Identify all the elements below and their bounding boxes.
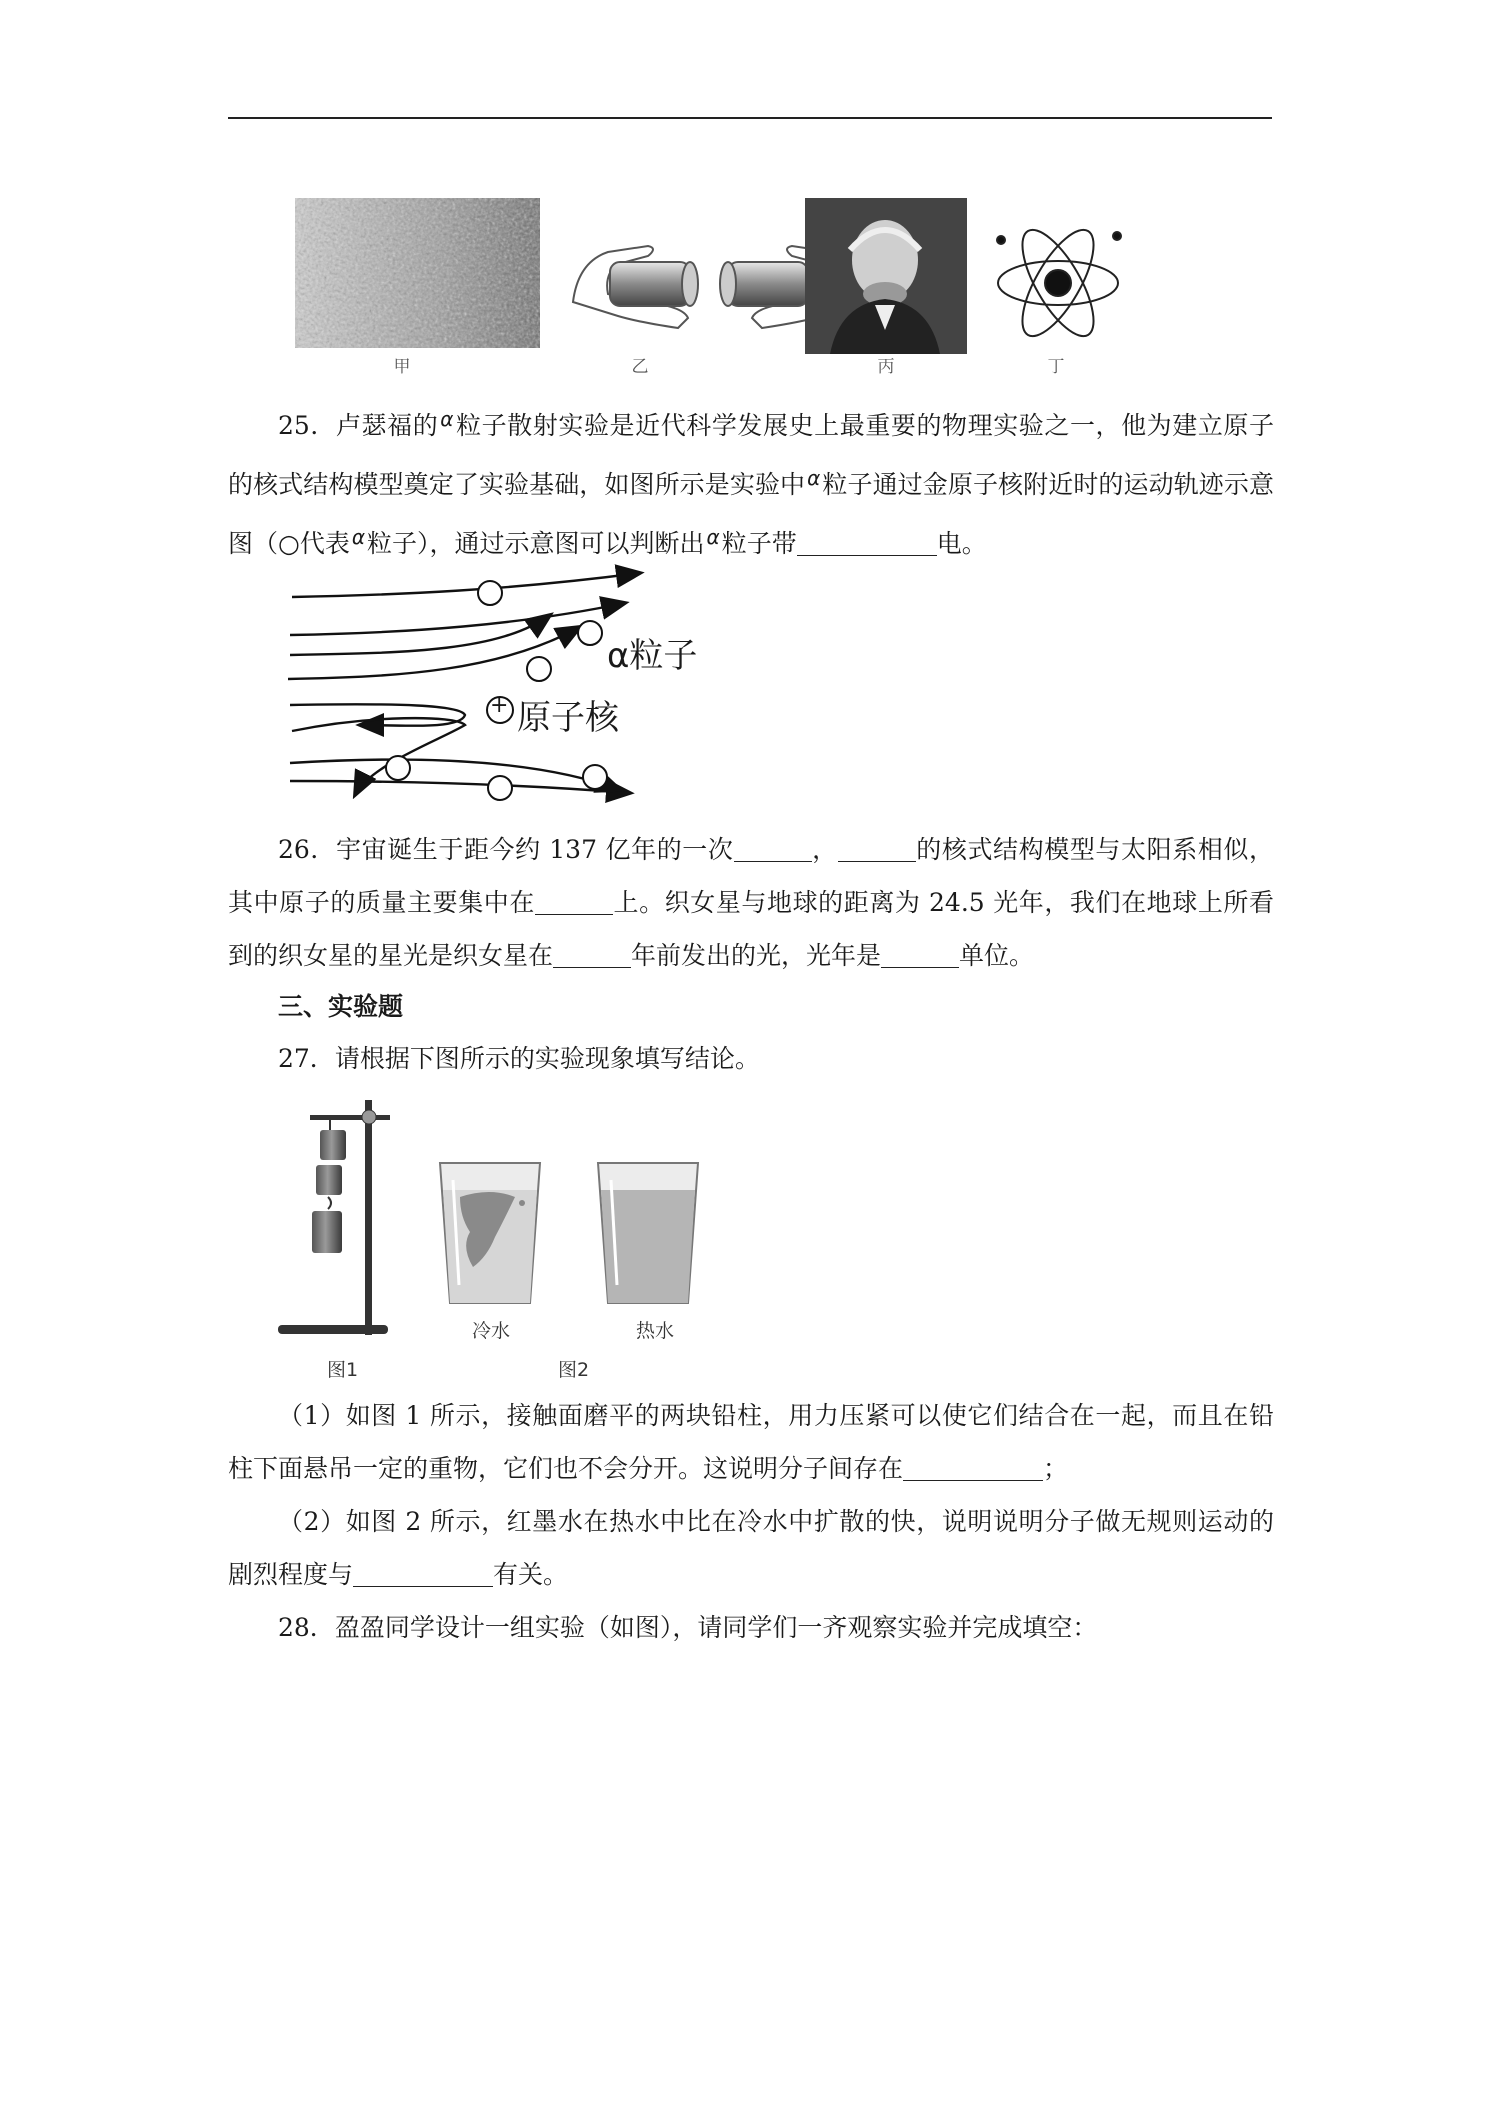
- q27-part-1-end: ；: [1043, 1454, 1069, 1483]
- q28-number: 28．: [278, 1613, 335, 1642]
- question-25: [228, 393, 1274, 570]
- answer-blank[interactable]: [353, 1560, 493, 1587]
- caption-jia: 甲: [393, 357, 411, 377]
- alpha-particle-circle: [488, 776, 512, 800]
- alpha-symbol: α: [351, 525, 366, 549]
- q27-part-1-text: （1）如图 1 所示，接触面磨平的两块铅柱，用力压紧可以使它们结合在一起，而且在铅柱下面悬吊一定的重物，它们也不会分开。这说明分子间存在: [228, 1401, 1274, 1483]
- alpha-particle-circle: [583, 765, 607, 789]
- caption-ding: 丁: [1047, 357, 1065, 377]
- answer-blank[interactable]: [797, 529, 937, 556]
- cold-water-beaker: [440, 1163, 540, 1303]
- q26-number: 26．: [278, 835, 336, 864]
- q25-text-e: 粒子带: [721, 529, 797, 558]
- q26-text: 宇宙诞生于距今约 137 亿年的一次: [336, 835, 734, 864]
- nucleus-plus-sign: +: [490, 693, 509, 718]
- figure-2-label: 图2: [558, 1359, 590, 1381]
- q26-text: 单位。: [959, 941, 1035, 970]
- answer-blank[interactable]: [535, 888, 613, 915]
- q27-part-2: [228, 1495, 1274, 1601]
- q26-text: 年前发出的光，光年是: [631, 941, 882, 970]
- q26-text: 上。织女星与地球的距离为 24.5 光年，我们在地球上所看到的织女星的星光是织女星在: [228, 888, 1274, 970]
- hot-water-beaker: [598, 1163, 698, 1303]
- alpha-particle-circle: [478, 581, 502, 605]
- alpha-symbol: α: [706, 525, 720, 549]
- atom-model-diagram: [997, 220, 1121, 346]
- answer-blank[interactable]: [903, 1454, 1043, 1481]
- q25-text-a: 卢瑟福的: [335, 411, 439, 440]
- question-26: [228, 823, 1274, 982]
- caption-bing: 丙: [877, 357, 895, 377]
- question-28: [228, 1601, 1274, 1654]
- alpha-particle-circle: [527, 657, 551, 681]
- q27-part-2-end: 有关。: [493, 1560, 569, 1589]
- answer-blank[interactable]: [881, 941, 959, 968]
- alpha-particle-label: α粒子: [607, 636, 698, 676]
- nucleus-label: 原子核: [517, 698, 619, 738]
- figure-strip: [290, 190, 1170, 380]
- alpha-scattering-diagram: [280, 555, 720, 815]
- figure-1-label: 图1: [327, 1359, 359, 1381]
- q28-text: 盈盈同学设计一组实验（如图），请同学们一齐观察实验并完成填空：: [334, 1613, 1098, 1642]
- q25-text-d: 粒子），通过示意图可以判断出: [367, 529, 705, 558]
- q25-number: 25．: [278, 411, 336, 440]
- alpha-particle-circle: [386, 756, 410, 780]
- header-rule: [228, 117, 1272, 119]
- cold-water-label: 冷水: [472, 1320, 511, 1342]
- caption-yi: 乙: [631, 357, 649, 377]
- q25-text-c: 粒子通过金原子核附近时的运动轨迹示意图（○代表: [228, 470, 1274, 558]
- alpha-symbol: α: [807, 466, 821, 490]
- q25-text-b: 粒子散射实验是近代科学发展史上最重要的物理实验之一，他为建立原子的核式结构模型奠定了实验基础，如图所示是实验中: [228, 411, 1274, 499]
- q27-figures: [270, 1085, 730, 1335]
- alpha-symbol: α: [440, 407, 454, 431]
- hot-water-label: 热水: [636, 1320, 675, 1342]
- q27-part-2-text: （2）如图 2 所示，红墨水在热水中比在冷水中扩散的快，说明说明分子做无规则运动的剧烈程度与: [228, 1507, 1274, 1589]
- q27-part-1: [228, 1389, 1274, 1495]
- answer-blank[interactable]: [553, 941, 631, 968]
- portrait-photo: [805, 198, 967, 354]
- question-27: [228, 1032, 1274, 1085]
- photo-diffusion: [295, 198, 540, 348]
- q26-text: ，: [811, 835, 838, 864]
- q27-text: 请根据下图所示的实验现象填写结论。: [334, 1044, 760, 1073]
- lead-cylinder-stand: [278, 1100, 390, 1335]
- answer-blank[interactable]: [838, 835, 916, 862]
- section-heading: 三、实验题: [278, 992, 404, 1021]
- alpha-particle-circle: [578, 621, 602, 645]
- q26-text: 的核式结构模型与太阳系相似，其中原子的质量主要集中在: [228, 835, 1274, 917]
- answer-blank[interactable]: [734, 835, 812, 862]
- q25-text-f: 电。: [936, 529, 987, 558]
- q27-number: 27．: [278, 1044, 335, 1073]
